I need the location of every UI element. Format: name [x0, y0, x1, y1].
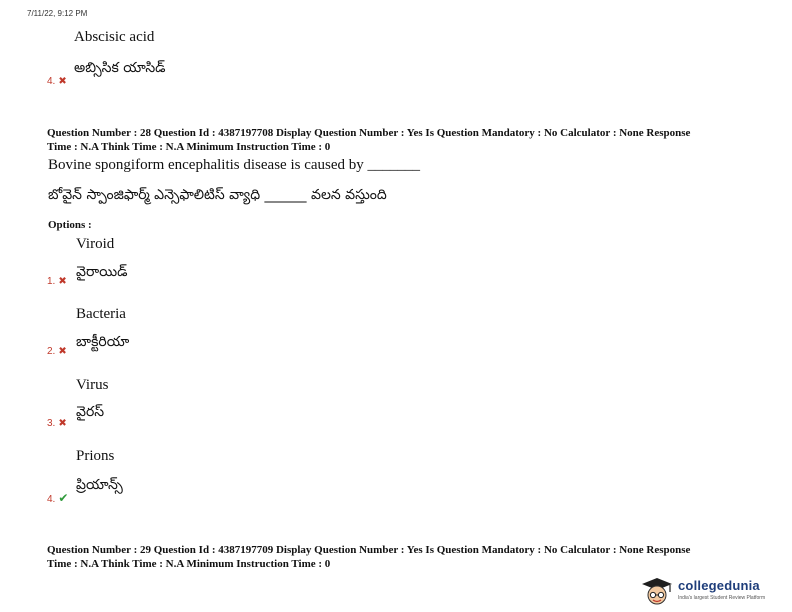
wrong-mark-icon: ✖ — [58, 76, 67, 87]
options-label: Options : — [48, 219, 92, 231]
option-2-english: Bacteria — [76, 306, 126, 322]
question-meta-line-2: Time : N.A Think Time : N.A Minimum Instruction Time : 0 — [47, 141, 331, 153]
question-29-meta — [47, 543, 767, 571]
option-number: 4. — [47, 76, 56, 87]
option-3-marker — [47, 418, 67, 429]
wrong-mark-icon: ✖ — [58, 346, 67, 357]
prev-option-4-telugu: అబ్సిసిక యాసిడ్ — [74, 60, 166, 76]
wrong-mark-icon: ✖ — [58, 276, 67, 287]
print-timestamp: 7/11/22, 9:12 PM — [27, 9, 88, 18]
wrong-mark-icon: ✖ — [58, 418, 67, 429]
question-meta-line-1: Question Number : 29 Question Id : 4387197709 Display Question Number : Yes Is Question Mandatory : No Calculator : None Response — [47, 544, 691, 556]
prev-option-4-english: Abscisic acid — [74, 29, 155, 45]
logo-tagline: India's largest Student Review Platform — [678, 595, 766, 601]
collegedunia-logo — [640, 576, 786, 606]
graduate-mascot-icon — [640, 576, 674, 606]
option-number: 2. — [47, 346, 56, 357]
option-3-english: Virus — [76, 377, 109, 393]
option-4-english: Prions — [76, 448, 115, 464]
option-2-marker — [47, 346, 67, 357]
question-meta-line-2: Time : N.A Think Time : N.A Minimum Instruction Time : 0 — [47, 558, 331, 570]
question-28-text-telugu: బోవైన్ స్పాంజిఫార్మ్ ఎన్సెఫాలిటిస్ వ్యాధి ______ వలన వస్తుంది — [48, 187, 387, 203]
prev-option-4-marker — [47, 76, 67, 87]
correct-mark-icon: ✔ — [58, 491, 69, 505]
option-3-telugu: వైరస్ — [76, 404, 105, 420]
logo-wordmark: collegedunia — [678, 578, 760, 593]
option-4-marker — [47, 491, 68, 505]
option-1-marker — [47, 276, 67, 287]
option-number: 1. — [47, 276, 56, 287]
option-number: 4. — [47, 494, 56, 505]
question-meta-line-1: Question Number : 28 Question Id : 4387197708 Display Question Number : Yes Is Question Mandatory : No Calculator : None Response — [47, 127, 691, 139]
option-4-telugu: ప్రియాన్స్ — [76, 477, 123, 493]
option-1-english: Viroid — [76, 236, 115, 252]
option-1-telugu: వైరాయిడ్ — [76, 264, 128, 280]
option-number: 3. — [47, 418, 56, 429]
option-2-telugu: బాక్టీరియా — [76, 334, 130, 350]
question-28-meta — [47, 126, 767, 154]
question-28-text-english: Bovine spongiform encephalitis disease is caused by _______ — [48, 157, 421, 173]
